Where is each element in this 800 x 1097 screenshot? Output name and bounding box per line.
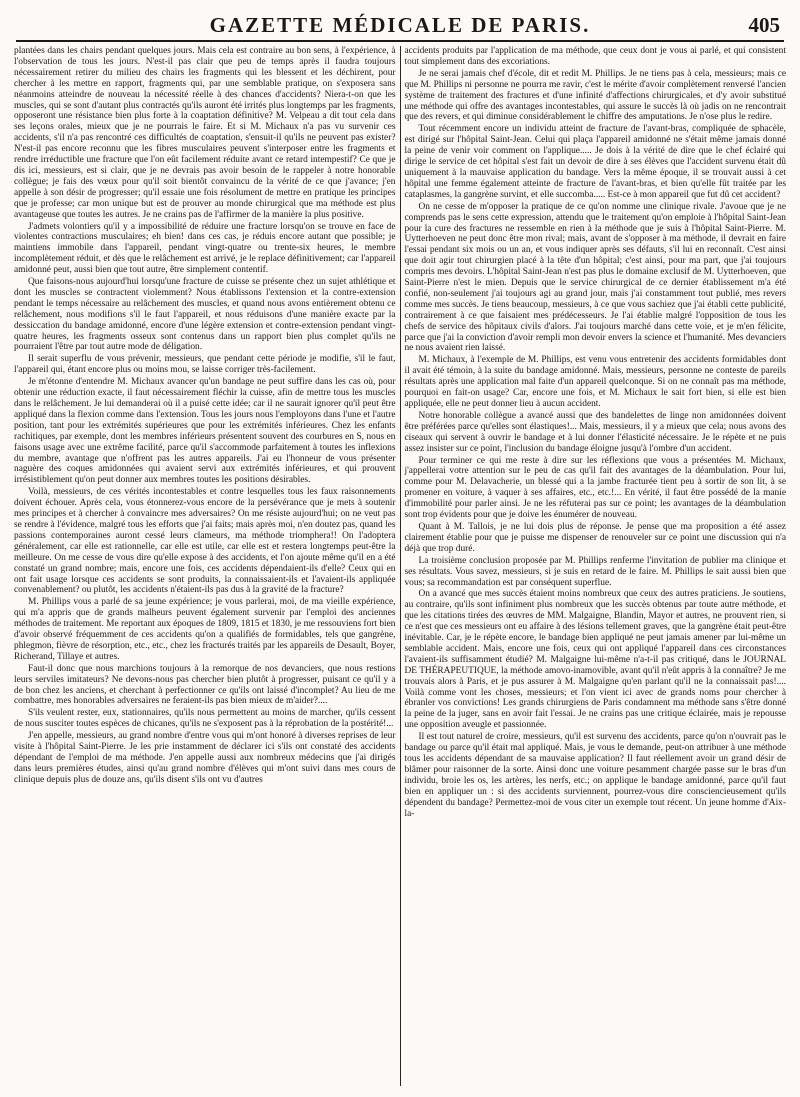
paragraph: Tout récemment encore un individu atteint de fracture de l'avant-bras, compliquée de sphacèle, est dirigé sur l'hôpital Saint-Jean. Celui qui plaça l'appareil amidonné ne s'était même jamais donné la peine de venir voir comment on l'applique..... Je dois à la vérité de dire que le chef éclairé qui dirige le service de cet hôpital s'est fait un devoir de dire à ses élèves que l'accident survenu était dû uniquement à la mauvaise application du bandage. Vers la même époque, il se trouvait aussi à cet hôpital une femme également atteinte de fracture de l'avant-bras, et bien qu'elle fût traitée par les cataplasmes, la gangrène survint, et elle succomba..... Est-ce à mon appareil que fut dû cet accident? bbox=[404, 124, 786, 200]
paragraph: Je ne serai jamais chef d'école, dit et redit M. Phillips. Je ne tiens pas à cela, messieurs; mais ce que M. Phillips ni personne ne pourra me ravir, c'est le mérite d'avoir complètement renversé l'ancien système de traitement des fractures et d'une infinité d'affections chirurgicales, et d'y avoir substitué une méthode qui offre des avantages incontestables, qui assure le succès là où jadis on ne rencontrait que des revers, et qui diminue considérablement le chiffre des amputations. Je n'ose plus le redire. bbox=[404, 68, 786, 123]
paragraph: On ne cesse de m'opposer la pratique de ce qu'on nomme une clinique rivale. J'avoue que je ne comprends pas le sens cette expression, attendu que le traitement qu'on emploie à l'hôpital Saint-Jean pour la cure des fractures ne ressemble en rien à la méthode que je suis à l'hôpital Saint-Pierre. M. Uytterhoeven ne peut donc être mon rival; mais, avant de s'opposer à ma méthode, il devrait en faire l'essai pendant six mois ou un an, et vous indiquer après ses défauts, s'il lui en reconnaît. C'est ainsi que doit agir tout chirurgien placé à la tête d'un hôpital; c'est ainsi, pour ma part, que j'ai toujours compris mes devoirs. L'hôpital Saint-Jean n'est pas plus le domaine exclusif de M. Uytterhoeven, que Saint-Pierre n'est le mien. Depuis que le service chirurgical de ce dernier établissement m'a été confié, non-seulement j'ai toujours agi au grand jour, mais j'ai constamment tout publié, mes revers comme mes succès. Je tiens beaucoup, messieurs, à ce que vous sachiez que j'ai établi cette publicité, contrairement à ce que faisaient mes prédécesseurs. Je l'ai établie malgré l'opposition de tous les chefs de service des hôpitaux civils d'alors. J'ai toujours marché dans cette voie, et je m'en félicite, parce que j'ai la conviction d'avoir rempli mon devoir envers la science et l'humanité. Mes devanciers ne nous avaient rien laissé. bbox=[404, 201, 786, 354]
header-rule bbox=[16, 40, 784, 42]
left-column bbox=[14, 46, 396, 1086]
right-column bbox=[404, 46, 786, 1086]
text-columns bbox=[14, 46, 786, 1086]
paragraph: Notre honorable collègue a avancé aussi que des bandelettes de linge non amidonnées doivent être préférées parce qu'elles sont élastiques!... Mais, messieurs, il y a mieux que cela; nous avons des ciseaux qui servent à ouvrir le bandage et à lui donner l'élasticité nécessaire. Je le répète et ne puis assez insister sur ce point, l'inclusion du bandage éloigne jusqu'à l'ombre d'un accident. bbox=[404, 410, 786, 454]
paragraph: Il serait superflu de vous prévenir, messieurs, que pendant cette période je modifie, s'il le faut, l'appareil qui, étant encore plus ou moins mou, se laisse corriger très-facilement. bbox=[14, 354, 396, 376]
page-number: 405 bbox=[748, 13, 780, 37]
page-header bbox=[14, 0, 786, 40]
paragraph: M. Phillips vous a parlé de sa jeune expérience; je vous parlerai, moi, de ma vieille expérience, qui m'a appris que de grands malheurs peuvent également survenir par l'emploi des anciennes méthodes de traitement. Me reportant aux époques de 1809, 1815 et 1830, je me ressouviens fort bien d'avoir observé fréquemment de ces accidents qu'on a qualifiés de formidables, tels que gangrène, phlegmon, fièvre de résorption, etc., etc., chez les fracturés traités par les appareils de Desault, Boyer, Richerand, Tillaye et autres. bbox=[14, 597, 396, 662]
paragraph: Il est tout naturel de croire, messieurs, qu'il est survenu des accidents, parce qu'on n'ouvrait pas le bandage ou parce qu'il était mal appliqué. Mais, je vous le demande, peut-on attribuer à une méthode tous les accidents dépendant de sa mauvaise application? Il faut réellement avoir un grand désir de blâmer pour raisonner de la sorte. Ainsi donc une voiture pesamment chargée passe sur le bras d'un individu, broie les os, les artères, les nerfs, etc.; on applique le bandage amidonné, parce qu'il faut bien en appliquer un : si des accidents surviennent, pourrez-vous dire consciencieusement qu'ils dépendent du bandage? Permettez-moi de vous citer un exemple tout récent. Un jeune homme d'Aix-la- bbox=[404, 732, 786, 819]
journal-title: GAZETTE MÉDICALE DE PARIS. bbox=[209, 13, 591, 37]
paragraph: J'en appelle, messieurs, au grand nombre d'entre vous qui m'ont honoré à diverses reprises de leur visite à l'hôpital Saint-Pierre. Je les prie instamment de déclarer ici s'ils ont constaté des accidents dépendant de l'emploi de ma méthode. J'en appelle aussi aux nombreux médecins que j'ai dirigés dans leurs premières études, ainsi qu'au grand nombre d'élèves qui m'ont suivi dans mes cours de clinique depuis plus de douze ans, qu'ils disent s'ils ont vu d'autres bbox=[14, 731, 396, 785]
paragraph: Quant à M. Tallois, je ne lui dois plus de réponse. Je pense que ma proposition a été assez clairement établie pour que je puisse me dispenser de renouveler sur ce point une discussion qui n'a déjà que trop duré. bbox=[404, 521, 786, 554]
paragraph: Voilà, messieurs, de ces vérités incontestables et contre lesquelles tous les faux raisonnements doivent échouer. Après cela, vous étonnerez-vous encore de la persévérance que je mets à soutenir mes principes et à chercher à convaincre mes adversaires? On me résiste aujourd'hui; on ne veut pas se rendre à l'évidence, malgré tous les efforts que j'ai faits; mais après moi, n'en doutez pas, quand les passions contemporaines auront cessé leurs clameurs, ma méthode triomphera!! On l'adoptera généralement, car elle est rationnelle, car elle est utile, car elle est et restera longtemps peut-être la meilleure. On me cesse de vous dire qu'elle expose à des accidents, et l'on ajoute même qu'il en a été constaté un grand nombre; mais, encore une fois, ces accidents dépendaient-ils d'elle? Ceux qui en ont fait usage lorsque ces accidents se sont produits, la connaissaient-ils et l'avaient-ils appliquée convenablement? ou plutôt, les accidents n'étaient-ils pas dus à la gravité de la fracture? bbox=[14, 487, 396, 596]
paragraph: S'ils veulent rester, eux, stationnaires, qu'ils nous permettent au moins de marcher, qu'ils cessent de nous susciter toutes espèces de chicanes, qu'ils ne s'exposent pas à la réprobation de la postérité!... bbox=[14, 708, 396, 730]
paragraph: plantées dans les chairs pendant quelques jours. Mais cela est contraire au bon sens, à l'expérience, à l'observation de tous les jours. N'est-il pas clair que peu de temps après il faudra toujours nécessairement retirer du milieu des chairs les fragments qui les blessent et les déchirent, pour chercher à les mettre en rapport, fragments qui, par une semblable pratique, on s'exposera sans néanmoins atteindre de nouveau la nécessité réelle à des chances d'accidents? Niera-t-on que les muscles, qui se sont d'autant plus contractés qu'ils auront été irrités plus longtemps par les fragments, opposeront une résistance bien plus forte à la coaptation définitive? M. Velpeau a dit tout cela dans ses leçons orales, mieux que je ne pourrais le faire. Et si M. Michaux n'a pas vu survenir ces accidents, s'il n'a pas rencontré ces difficultés de coaptation, s'ensuit-il qu'ils ne peuvent pas exister? N'est-il pas encore reconnu que les fibres musculaires peuvent s'interposer entre les fragments et rendre irréductible une fracture que l'on eût facilement réduite avant ce retard intempestif? Ce que je dis ici, messieurs, est si clair, que je ne devrais pas avoir besoin de le rappeler à notre honorable collègue; je fais des vœux pour qu'il soit bientôt convaincu de la vérité de ce que j'avance; j'en appelle à son désir de progresser; qu'il essaie une fois résolument de mettre en pratique les principes que je professe; car mon unique but est de prouver au monde chirurgical que ma méthode est plus avantageuse que toutes les autres. Je ne crains pas de l'affirmer de la manière la plus positive. bbox=[14, 46, 396, 220]
paragraph: accidents produits par l'application de ma méthode, que ceux dont je vous ai parlé, et qui consistent tout simplement dans des excoriations. bbox=[404, 46, 786, 67]
paragraph: Faut-il donc que nous marchions toujours à la remorque de nos devanciers, que nous restions leurs serviles imitateurs? Ne devons-nous pas chercher bien plutôt à progresser, puisant ce qu'il y a de bon chez les anciens, et cherchant à perfectionner ce qu'ils ont laissé d'incomplet? Au lieu de me combattre, mes honorables adversaires ne feraient-ils pas bien mieux de m'aider?.... bbox=[14, 663, 396, 707]
paragraph: Je m'étonne d'entendre M. Michaux avancer qu'un bandage ne peut suffire dans les cas où, pour obtenir une réduction exacte, il faut nécessairement fléchir la cuisse, afin de mettre tous les muscles dans le relâchement. Je lui demanderai où il a puisé cette idée; car il ne saurait ignorer qu'il peut être appliqué dans la flexion comme dans l'extension. Tous les jours nous l'employons dans l'une et l'autre position, tant pour les extrémités supérieures que pour les extrémités inférieures. Chez les enfants rachitiques, par exemple, dont les membres inférieurs présentent souvent des courbures en S, nous en faisons usage avec une extrême facilité, parce qu'il s'accommode parfaitement à toutes les inflexions du membre, avantage que n'offrent pas les autres appareils. J'ai eu l'honneur de vous présenter naguère des coques amidonnées qui avaient servi aux extrémités inférieures, et qui prouvent irrésistiblement qu'on peut donner aux membres toutes les positions désirables. bbox=[14, 377, 396, 486]
paragraph: J'admets volontiers qu'il y a impossibilité de réduire une fracture lorsqu'on se trouve en face de violentes contractions musculaires; eh bien! dans ces cas, je réduis encore autant que possible; je maintiens immobile dans l'appareil, pendant vingt-quatre ou trente-six heures, le membre incomplètement réduit, et dès que le relâchement est arrivé, je le replace définitivement; car l'appareil amidonné peut, aussi bien que tout autre, être simplement contentif. bbox=[14, 221, 396, 276]
paragraph: Que faisons-nous aujourd'hui lorsqu'une fracture de cuisse se présente chez un sujet athlétique et dont les muscles se contractent violemment? Nous établissons l'extension et la contre-extension pendant le temps nécessaire au relâchement des muscles, et quand nous avons entièrement obtenu ce relâchement, nous modifions s'il le faut l'appareil, et nous réduisons d'une manière exacte par la dessiccation du bandage amidonné, encore d'une légère extension et contre-extension pendant vingt-quatre heures, les fragments osseux sont contenus dans un rapport bien plus complet qu'ils ne pourraient l'être par tout autre mode de déligation. bbox=[14, 277, 396, 353]
column-divider bbox=[400, 46, 401, 1086]
paragraph: On a avancé que mes succès étaient moins nombreux que ceux des autres praticiens. Je soutiens, au contraire, qu'ils sont infiniment plus nombreux que les succès obtenus par toute autre méthode, et que les citations tirées des œuvres de MM. Malgaigne, Blandin, Mayor et autres, ne prouvent rien, si ce n'est que ces messieurs ont eu affaire à des lésions tellement graves, que la gangrène était peut-être inévitable. Car, je le répète encore, le bandage bien appliqué ne peut jamais amener par lui-même un semblable accident. Mais, encore une fois, ceux qui ont appliqué l'appareil dans ces circonstances l'avaient-ils suffisamment étudié? M. Malgaigne lui-même n'a-t-il pas critiqué, dans le JOURNAL DE THÉRAPEUTIQUE, la méthode amovo-inamovible, avant qu'il n'eût appris à la connaître? Je me trouvais alors à Paris, et je pus assurer à M. Malgaigne qu'en parlant qu'il ne la connaissait pas!.... Voilà comme vont les choses, messieurs; et l'on vient ici avec de grands noms pour chercher à ébranler vos convictions! Les grands chirurgiens de Paris condamnent ma méthode sans s'être donné la peine de la juger, sans en avoir fait l'essai. Je ne crains pas une critique éclairée, mais je repousse une opposition aveugle et passionnée. bbox=[404, 589, 786, 731]
paragraph: M. Michaux, à l'exemple de M. Phillips, est venu vous entretenir des accidents formidables dont il avait été témoin, à la suite du bandage amidonné. Mais, messieurs, personne ne conteste de pareils résultats après une application mal faite d'un appareil quelconque. Si on ne connaît pas ma méthode, pourquoi en fait-on usage? Car, encore une fois, et M. Michaux le sait fort bien, si elle est bien appliquée, elle ne peut donner lieu à aucun accident. bbox=[404, 355, 786, 409]
paragraph: La troisième conclusion proposée par M. Phillips renferme l'invitation de publier ma clinique et ses résultats. Vous savez, messieurs, si je suis en retard de le faire. M. Phillips le sait aussi bien que vous; sa recommandation est par conséquent superflue. bbox=[404, 555, 786, 588]
paragraph: Pour terminer ce qui me reste à dire sur les réflexions que vous a présentées M. Michaux, j'appellerai votre attention sur le peu de cas qu'il fait des avantages de la déambulation. Pour lui, comme pour M. Delavacherie, un blessé qui a la jambe fracturée tient peu à sortir de son lit, à se promener en voiture, à vaquer à ses affaires, etc., etc.!... En vérité, il faut être possédé de la manie d'immobilité pour parler ainsi. Je ne les réfuterai pas sur ce point; les avantages de la déambulation sont trop évidents pour que je doive les énumérer de nouveau. bbox=[404, 455, 786, 521]
